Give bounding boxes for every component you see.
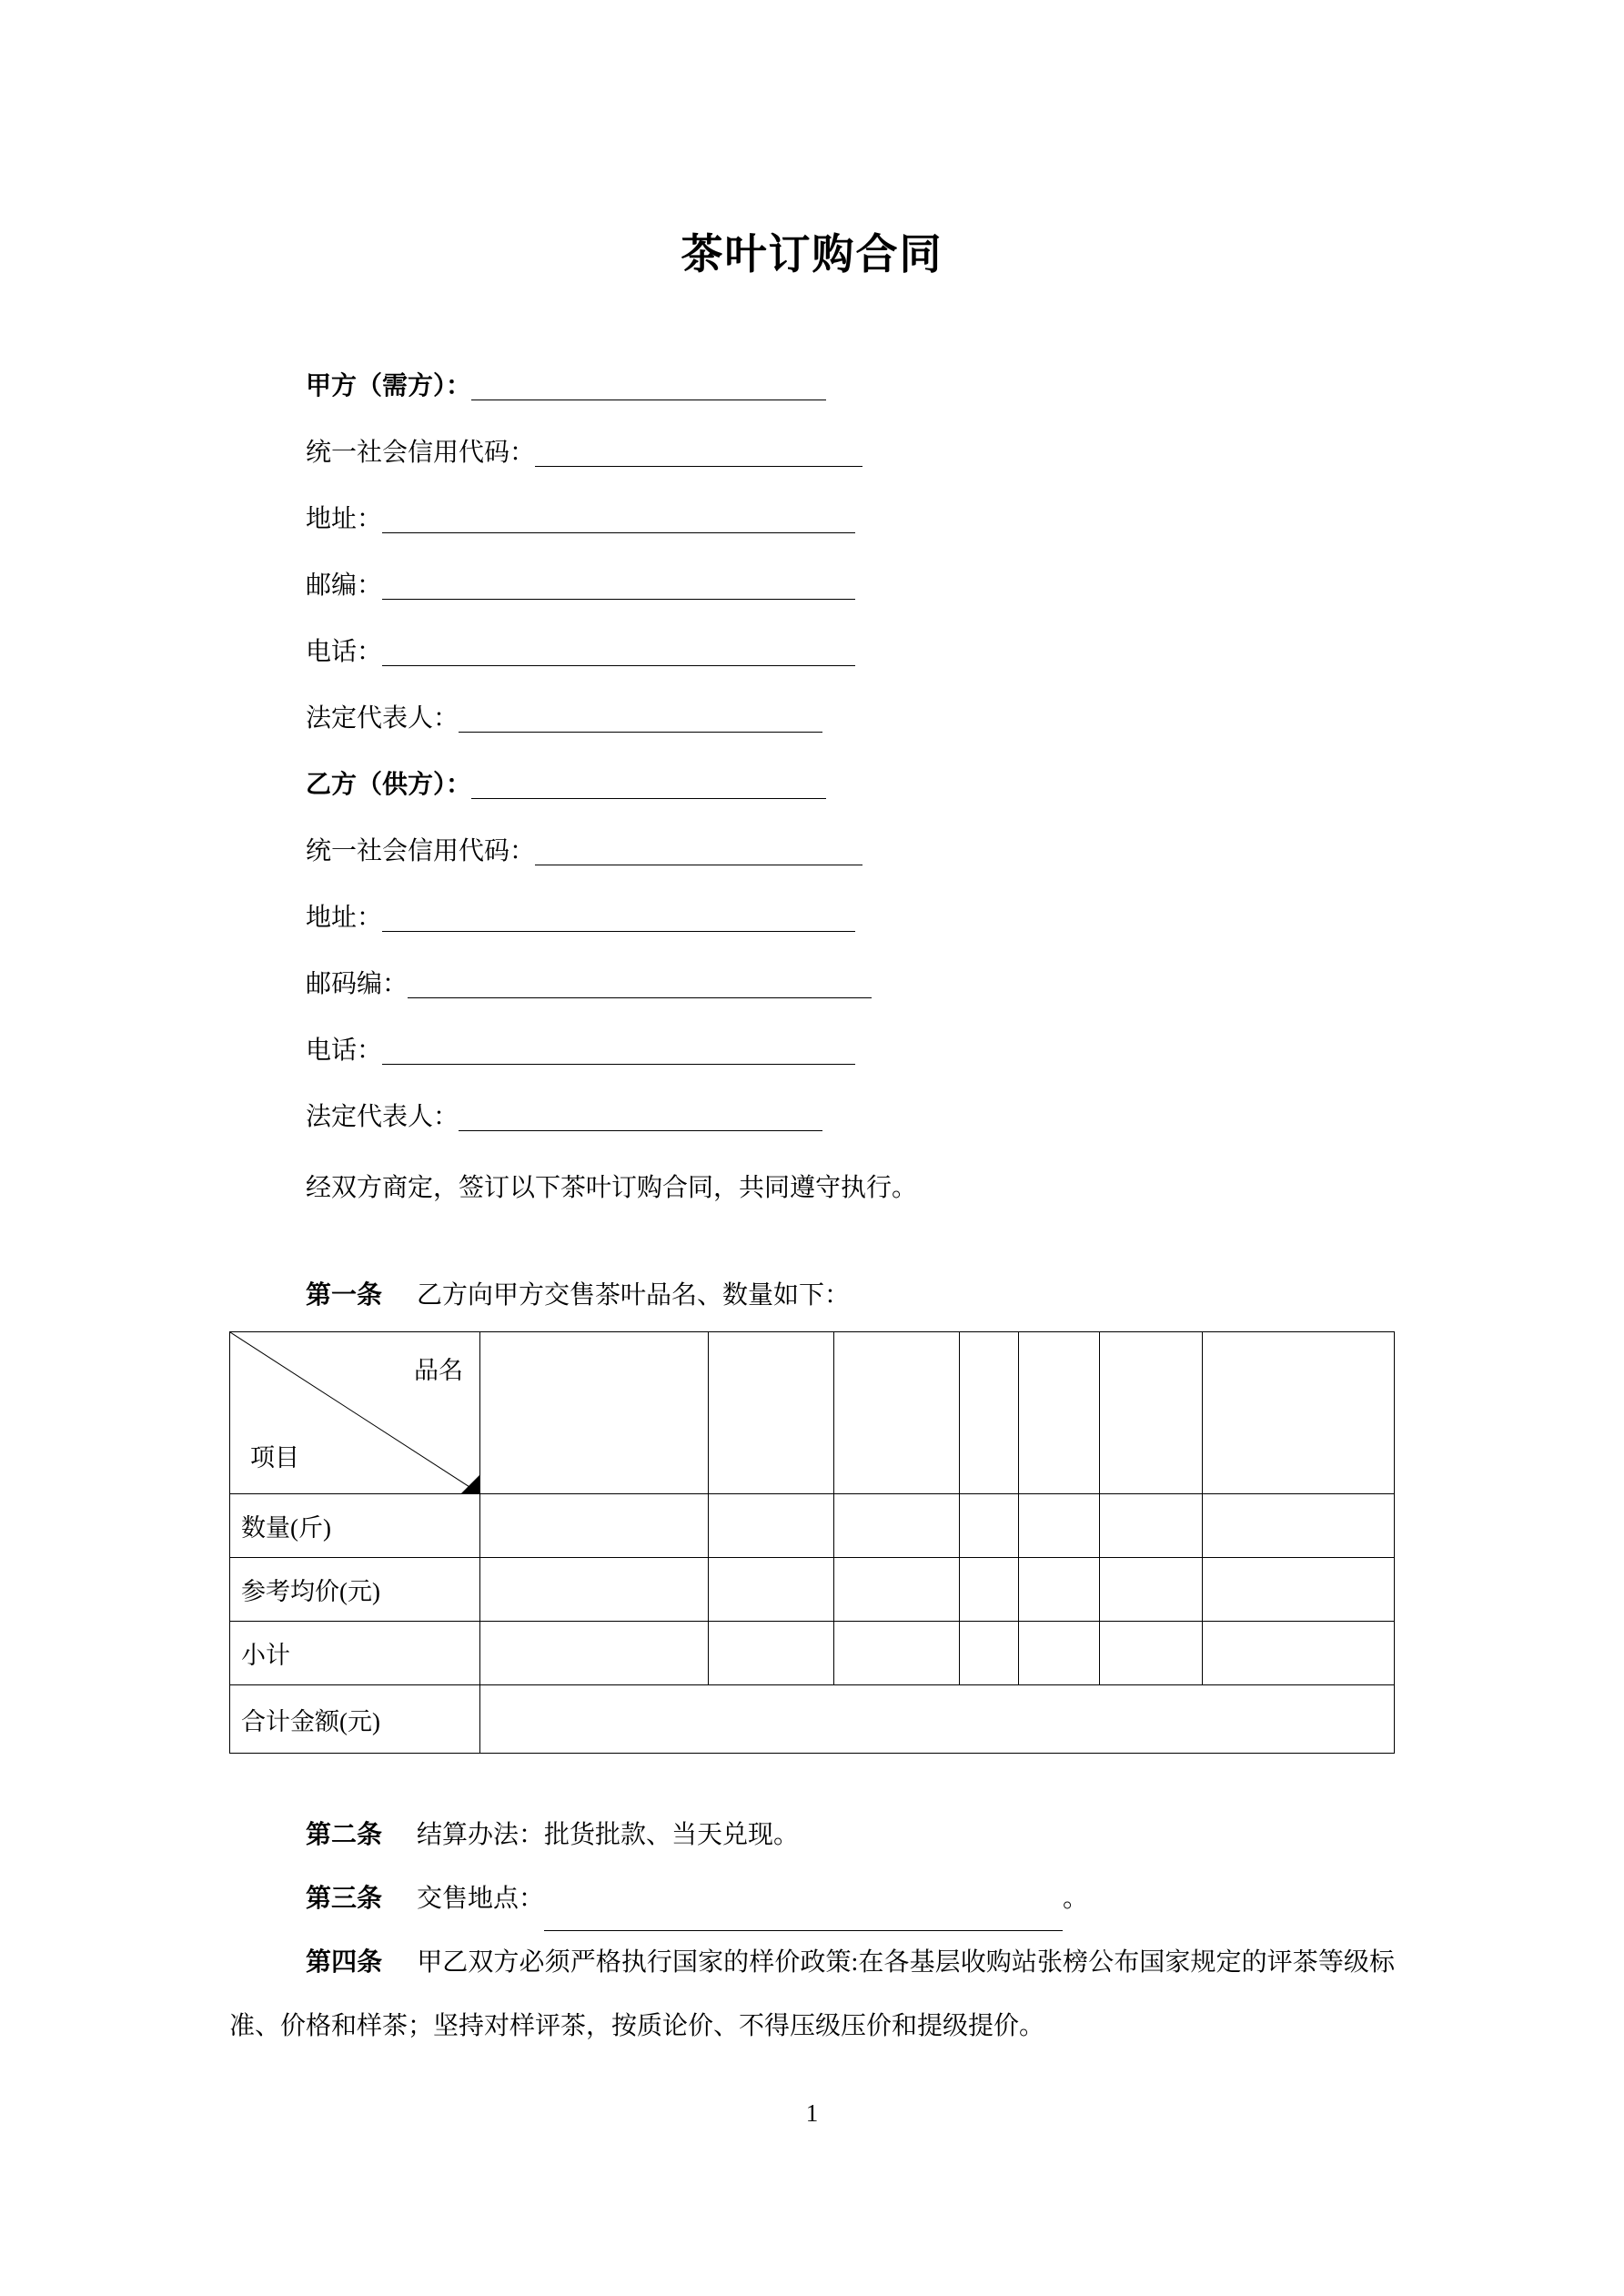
- avg-price-cell[interactable]: [709, 1558, 834, 1622]
- quantity-row-label: 数量(斤): [230, 1494, 480, 1558]
- clause-4: [229, 1931, 1395, 2058]
- party-b-name-label: 乙方（供方）：: [306, 771, 472, 799]
- avg-price-cell[interactable]: [1100, 1558, 1203, 1622]
- party-b-phone-label: 电话：: [306, 1037, 383, 1065]
- clause-1: [229, 1282, 1395, 1310]
- party-a-legal-label: 法定代表人：: [306, 704, 459, 733]
- subtotal-cell[interactable]: [480, 1622, 709, 1685]
- quantity-cell[interactable]: [709, 1494, 834, 1558]
- clause-2: [229, 1804, 1395, 1867]
- avg-price-cell[interactable]: [834, 1558, 960, 1622]
- subtotal-cell[interactable]: [1019, 1622, 1100, 1685]
- party-b-name-blank[interactable]: [471, 772, 826, 799]
- party-a-phone-line: [229, 639, 1395, 666]
- party-a-legal-blank[interactable]: [459, 705, 822, 733]
- product-name-cell[interactable]: [1100, 1332, 1203, 1494]
- page-number: 1: [805, 2099, 819, 2127]
- party-a-credit-label: 统一社会信用代码：: [306, 439, 536, 467]
- quantity-cell[interactable]: [1019, 1494, 1100, 1558]
- clause-4-number: 第四条: [306, 1948, 383, 1977]
- subtotal-row: [230, 1622, 1395, 1685]
- quantity-row: [230, 1494, 1395, 1558]
- party-b-section: [229, 772, 1395, 1131]
- table-header-row: [230, 1332, 1395, 1494]
- party-a-zip-blank[interactable]: [382, 572, 855, 600]
- product-name-cell[interactable]: [960, 1332, 1019, 1494]
- party-a-section: [229, 373, 1395, 733]
- party-a-legal-line: [229, 705, 1395, 733]
- subtotal-cell[interactable]: [1100, 1622, 1203, 1685]
- party-a-address-line: [229, 506, 1395, 533]
- party-b-zip-line: [229, 971, 1395, 998]
- clause-2-number: 第二条: [306, 1821, 383, 1849]
- page-title: 茶叶订购合同: [681, 231, 943, 278]
- product-name-cell[interactable]: [480, 1332, 709, 1494]
- party-a-name-line: [229, 373, 1395, 400]
- delivery-place-blank[interactable]: [544, 1904, 1063, 1931]
- party-a-name-blank[interactable]: [471, 373, 826, 400]
- subtotal-row-label: 小计: [230, 1622, 480, 1685]
- quantity-cell[interactable]: [1100, 1494, 1203, 1558]
- clause-3-period: 。: [1063, 1885, 1089, 1913]
- product-name-cell[interactable]: [709, 1332, 834, 1494]
- avg-price-cell[interactable]: [480, 1558, 709, 1622]
- goods-table: [229, 1331, 1395, 1754]
- party-a-zip-label: 邮编：: [306, 571, 383, 600]
- party-b-address-line: [229, 905, 1395, 932]
- party-b-zip-label: 邮码编：: [306, 970, 409, 998]
- quantity-cell[interactable]: [960, 1494, 1019, 1558]
- diagonal-arrow-icon: [461, 1475, 479, 1493]
- party-a-name-label: 甲方（需方）：: [306, 372, 472, 400]
- product-name-cell[interactable]: [834, 1332, 960, 1494]
- corner-label-item: 项目: [250, 1444, 299, 1472]
- subtotal-cell[interactable]: [834, 1622, 960, 1685]
- party-b-legal-line: [229, 1104, 1395, 1131]
- party-a-phone-label: 电话：: [306, 638, 383, 666]
- party-a-phone-blank[interactable]: [382, 639, 855, 666]
- clause-3-text: 交售地点：: [417, 1885, 545, 1913]
- clause-2-text: 结算办法：批货批款、当天兑现。: [417, 1821, 800, 1849]
- party-b-legal-label: 法定代表人：: [306, 1103, 459, 1131]
- clauses-section: [229, 1804, 1395, 2058]
- party-b-legal-blank[interactable]: [459, 1104, 822, 1131]
- avg-price-cell[interactable]: [1203, 1558, 1395, 1622]
- party-a-credit-line: [229, 440, 1395, 467]
- clause-1-number: 第一条: [306, 1281, 383, 1310]
- total-amount-cell[interactable]: [480, 1685, 1395, 1754]
- clause-3-number: 第三条: [306, 1885, 383, 1913]
- avg-price-row-label: 参考均价(元): [230, 1558, 480, 1622]
- party-a-zip-line: [229, 572, 1395, 600]
- party-b-phone-line: [229, 1037, 1395, 1065]
- party-a-address-blank[interactable]: [382, 506, 855, 533]
- party-b-zip-blank[interactable]: [408, 971, 872, 998]
- subtotal-cell[interactable]: [960, 1622, 1019, 1685]
- corner-label-product-name: 品名: [414, 1357, 463, 1384]
- avg-price-cell[interactable]: [960, 1558, 1019, 1622]
- party-b-name-line: [229, 772, 1395, 799]
- quantity-cell[interactable]: [834, 1494, 960, 1558]
- subtotal-cell[interactable]: [709, 1622, 834, 1685]
- clause-4-text: 甲乙双方必须严格执行国家的样价政策:在各基层收购站张榜公布国家规定的评茶等级标准、价格和样茶；坚持对样评茶，按质论价、不得压级压价和提级提价。: [229, 1948, 1395, 2040]
- clause-1-text: 乙方向甲方交售茶叶品名、数量如下：: [417, 1281, 851, 1310]
- table-corner-cell: [230, 1332, 480, 1494]
- intro-paragraph: 经双方商定，签订以下茶叶订购合同，共同遵守执行。: [306, 1174, 918, 1202]
- avg-price-row: [230, 1558, 1395, 1622]
- party-b-credit-blank[interactable]: [535, 838, 862, 865]
- party-b-credit-label: 统一社会信用代码：: [306, 837, 536, 865]
- subtotal-cell[interactable]: [1203, 1622, 1395, 1685]
- clause-3: [229, 1867, 1395, 1931]
- party-b-address-label: 地址：: [306, 904, 383, 932]
- party-a-address-label: 地址：: [306, 505, 383, 533]
- party-b-address-blank[interactable]: [382, 905, 855, 932]
- avg-price-cell[interactable]: [1019, 1558, 1100, 1622]
- quantity-cell[interactable]: [1203, 1494, 1395, 1558]
- party-a-credit-blank[interactable]: [535, 440, 862, 467]
- total-row-label: 合计金额(元): [230, 1685, 480, 1754]
- product-name-cell[interactable]: [1019, 1332, 1100, 1494]
- party-b-phone-blank[interactable]: [382, 1037, 855, 1065]
- quantity-cell[interactable]: [480, 1494, 709, 1558]
- total-row: [230, 1685, 1395, 1754]
- party-b-credit-line: [229, 838, 1395, 865]
- product-name-cell[interactable]: [1203, 1332, 1395, 1494]
